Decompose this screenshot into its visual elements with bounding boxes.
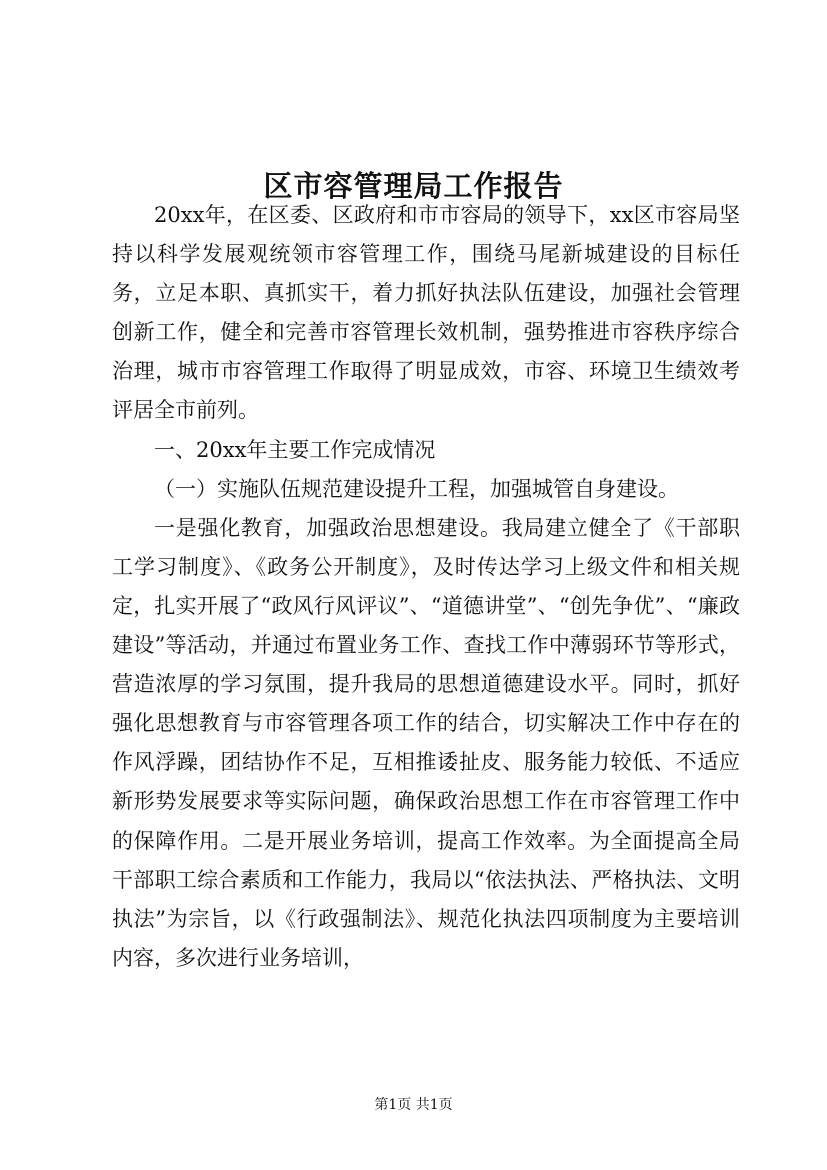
document-title: 区市容管理局工作报告 bbox=[263, 169, 564, 204]
subsection-heading: （一）实施队伍规范建设提升工程，加强城管自身建设。 bbox=[154, 476, 679, 501]
section-heading: 一、20xx年主要工作完成情况 bbox=[154, 437, 436, 462]
paragraph-education: 一是强化教育，加强政治思想建设。我局建立健全了《干部职工学习制度》、《政务公开制度》，及时传达学习上级文件和相关规定，扎实开展了“政风行风评议”、“道德讲堂”、“创先争优”、“廉政建设”等活动，并通过布置业务工作、查找工作中薄弱环节等形式，营造浓厚的学习氛围，提升我局的思想道德建设水平。同时，抓好强化思想教育与市容管理各项工作的结合，切实解决工作中存在的作风浮躁，团结协作不足，互相推诿扯皮、服务能力较低、不适应新形势发展要求等实际问题，确保政治思想工作在市容管理工作中的保障作用。二是开展业务培训，提高工作效率。为全面提高全局干部职工综合素质和工作能力，我局以“依法执法、严格执法、文明执法”为宗旨，以《行政强制法》、规范化执法四项制度为主要培训内容，多次进行业务培训， bbox=[112, 515, 740, 970]
paragraph-intro: 20xx年，在区委、区政府和市市容局的领导下，xx区市容局坚持以科学发展观统领市容管理工作，围绕马尾新城建设的目标任务，立足本职、真抓实干，着力抓好执法队伍建设，加强社会管理创新工作，健全和完善市容管理长效机制，强势推进市容秩序综合治理，城市市容管理工作取得了明显成效，市容、环境卫生绩效考评居全市前列。 bbox=[112, 203, 740, 423]
document-body bbox=[112, 196, 740, 978]
page-footer: 第1页 共1页 bbox=[374, 1097, 453, 1113]
